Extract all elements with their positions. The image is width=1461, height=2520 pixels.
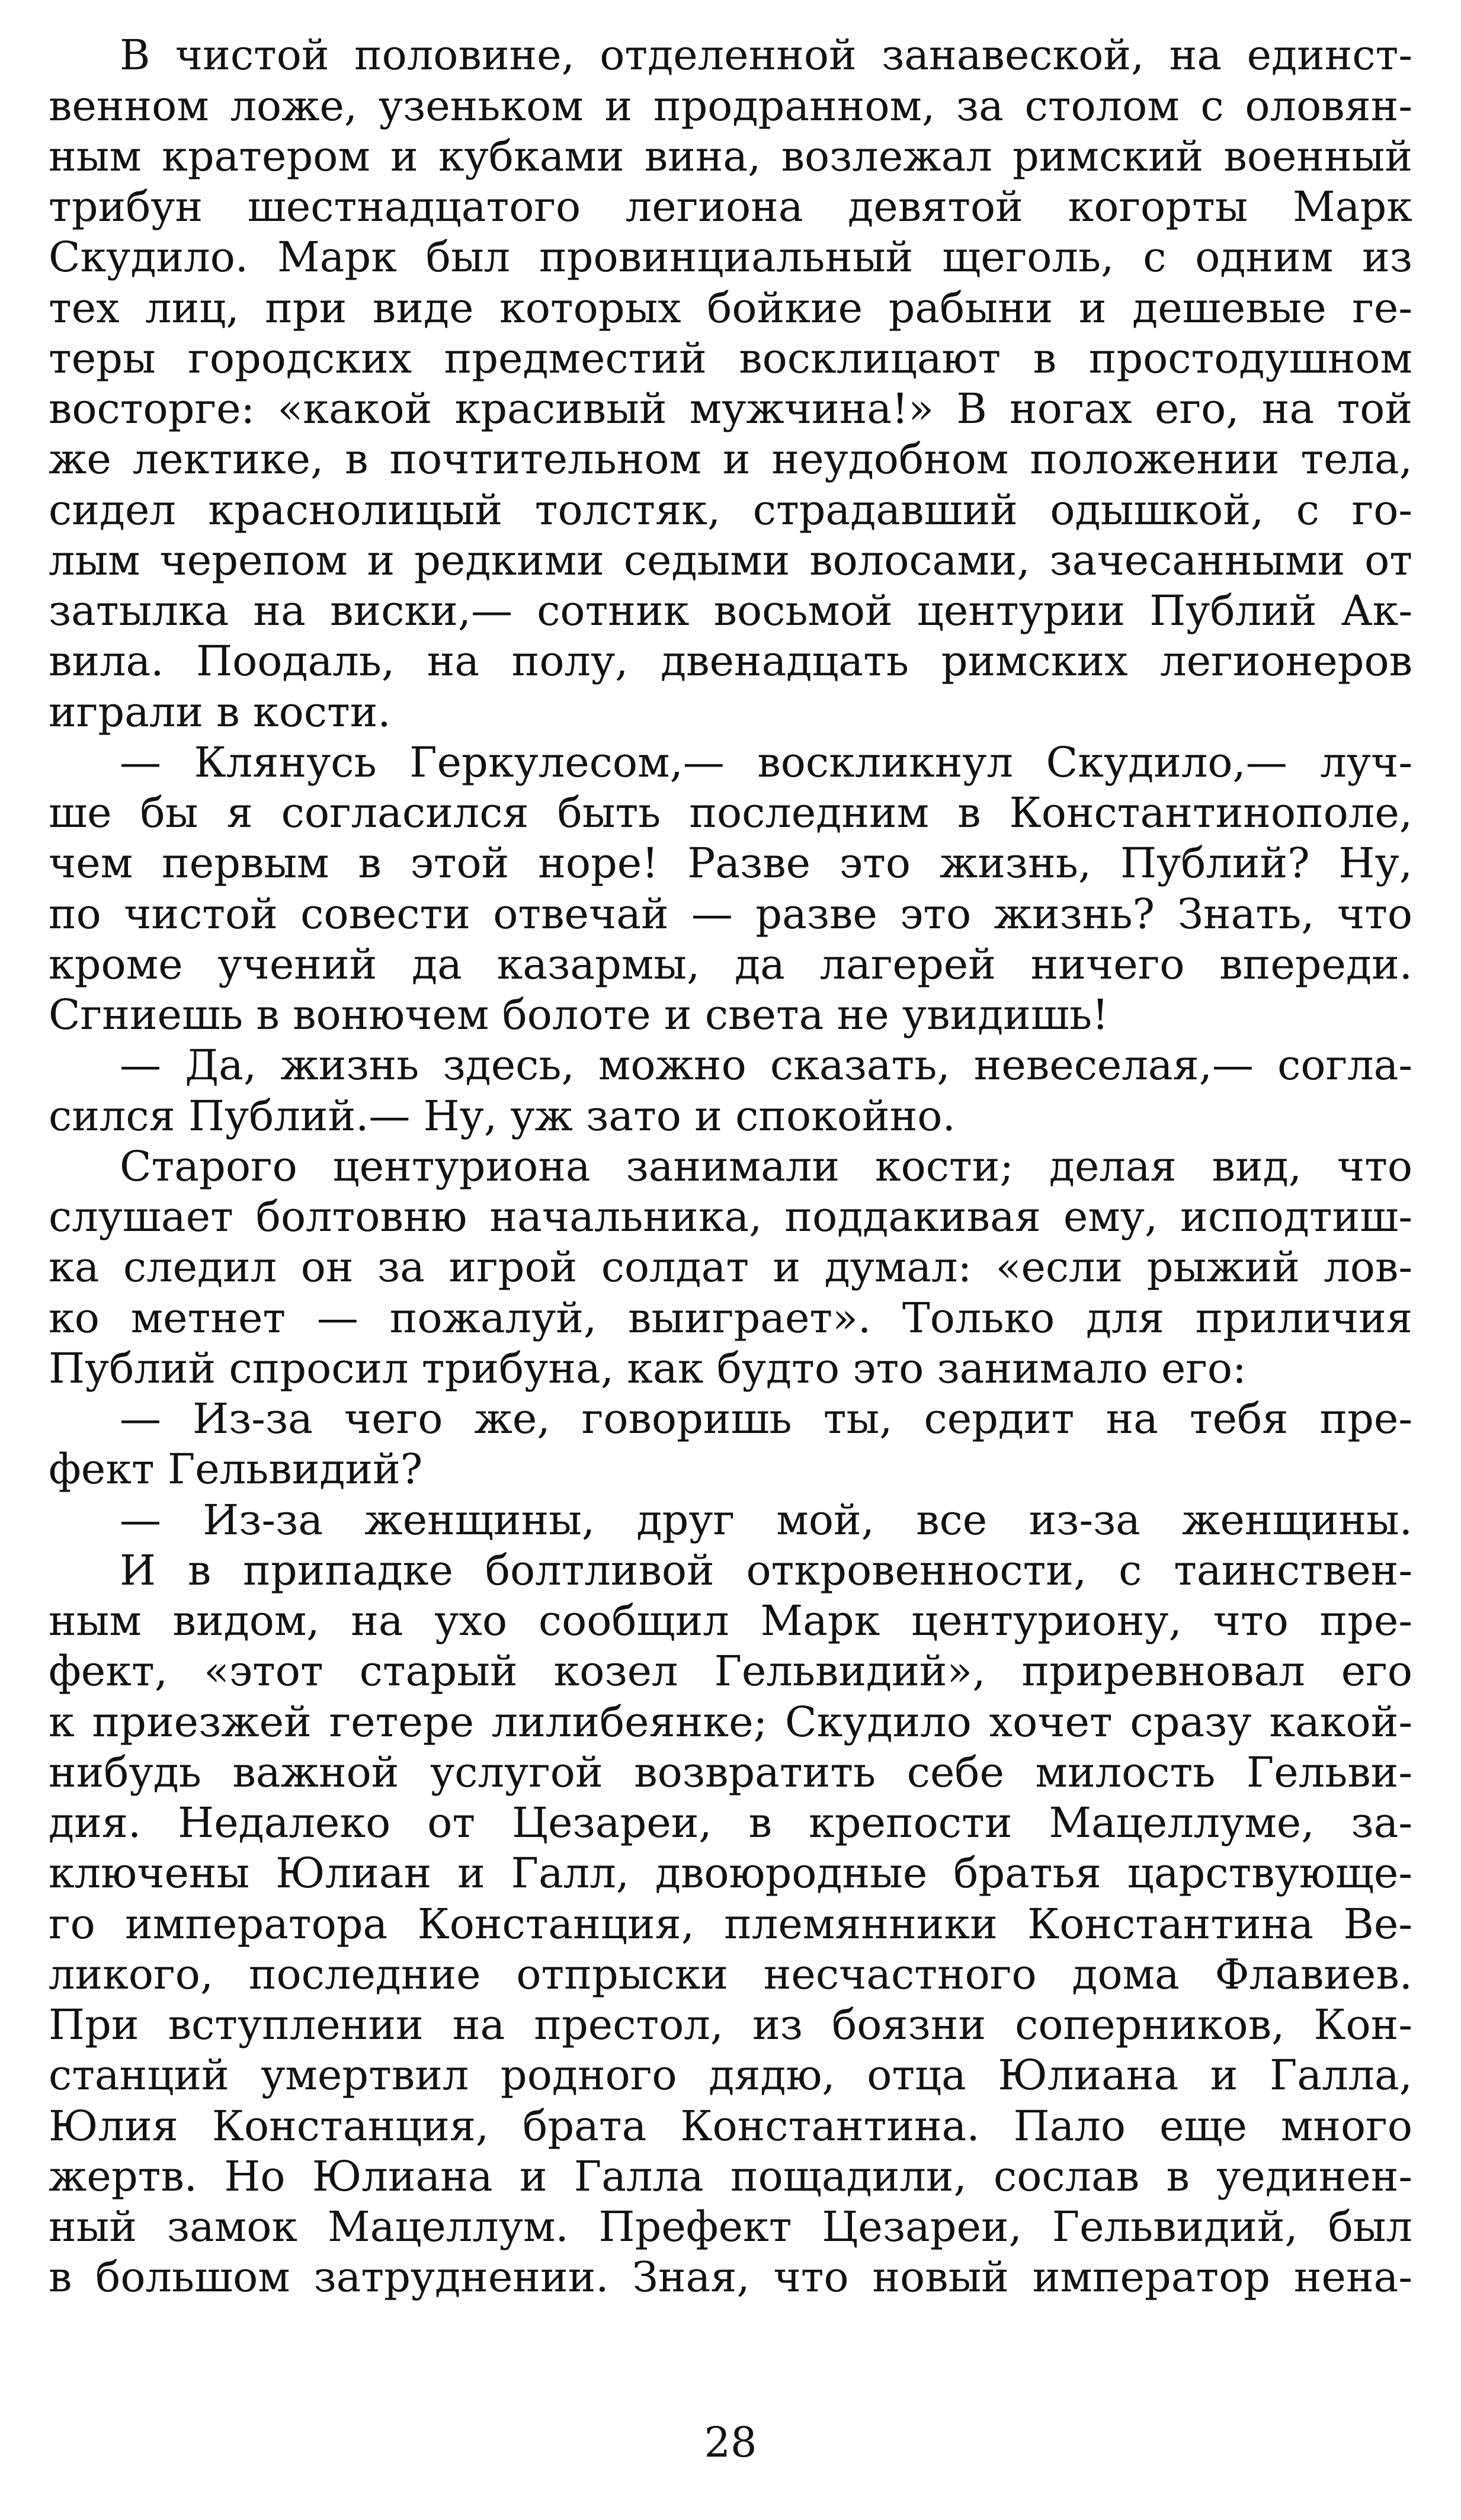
text-line-16: ше бы я согласился быть последним в Константинополе, bbox=[49, 788, 1412, 837]
text-line-21: — Да, жизнь здесь, можно сказать, невеселая,— согла- bbox=[120, 1041, 1412, 1089]
text-line-22: сился Публий.— Ну, уж зато и спокойно. bbox=[49, 1092, 956, 1140]
text-line-4: трибун шестнадцатого легиона девятой когорты Марк bbox=[49, 182, 1412, 231]
text-line-41: станций умертвил родного дядю, отца Юлиана и Галла, bbox=[49, 2051, 1412, 2099]
text-line-25: ка следил он за игрой солдат и думал: «если рыжий лов- bbox=[49, 1243, 1412, 1291]
text-line-20: Сгниешь в вонючем болоте и света не увидишь! bbox=[49, 990, 1109, 1039]
text-line-14: играли в кости. bbox=[49, 688, 391, 736]
text-line-2: венном ложе, узеньком и продранном, за столом с оловян- bbox=[49, 82, 1412, 130]
text-line-45: в большом затруднении. Зная, что новый император нена- bbox=[49, 2253, 1412, 2301]
text-line-8: восторге: «какой красивый мужчина!» В ногах его, на той bbox=[49, 384, 1412, 433]
text-line-43: жертв. Но Юлиана и Галла пощадили, сослав в уединен- bbox=[49, 2152, 1412, 2201]
text-line-38: го императора Констанция, племянники Константина Ве- bbox=[49, 1900, 1412, 1948]
text-line-39: ликого, последние отпрыски несчастного дома Флавиев. bbox=[49, 1950, 1412, 1999]
text-line-7: теры городских предместий восклицают в простодушном bbox=[49, 334, 1412, 383]
text-line-23: Старого центуриона занимали кости; делая вид, что bbox=[120, 1142, 1412, 1191]
text-line-19: кроме учений да казармы, да лагерей ничего впереди. bbox=[49, 940, 1412, 989]
text-line-28: — Из-за чего же, говоришь ты, сердит на тебя пре- bbox=[120, 1394, 1412, 1443]
text-line-18: по чистой совести отвечай — разве это жизнь? Знать, что bbox=[49, 890, 1412, 938]
text-line-31: И в припадке болтливой откровенности, с таинствен- bbox=[120, 1546, 1412, 1595]
text-line-17: чем первым в этой норе! Разве это жизнь, Публий? Ну, bbox=[49, 839, 1412, 887]
text-line-12: затылка на виски,— сотник восьмой центурии Публий Ак- bbox=[49, 586, 1412, 635]
text-line-34: к приезжей гетере лилибеянке; Скудило хочет сразу какой- bbox=[49, 1698, 1412, 1746]
text-line-11: лым черепом и редкими седыми волосами, зачесанными от bbox=[49, 536, 1412, 585]
text-line-44: ный замок Мацеллум. Префект Цезареи, Гельвидий, был bbox=[49, 2202, 1412, 2251]
text-line-1: В чистой половине, отделенной занавеской, на единст- bbox=[120, 31, 1412, 79]
text-line-30: — Из-за женщины, друг мой, все из-за женщины. bbox=[120, 1496, 1412, 1544]
text-line-13: вила. Поодаль, на полу, двенадцать римских легионеров bbox=[49, 637, 1412, 685]
text-line-37: ключены Юлиан и Галл, двоюродные братья царствующе- bbox=[49, 1849, 1412, 1897]
page-number: 28 bbox=[704, 2418, 757, 2467]
text-line-36: дия. Недалеко от Цезареи, в крепости Мацеллуме, за- bbox=[49, 1798, 1412, 1847]
text-line-10: сидел краснолицый толстяк, страдавший одышкой, с го- bbox=[49, 486, 1412, 534]
text-line-3: ным кратером и кубками вина, возлежал римский военный bbox=[49, 132, 1412, 181]
text-line-32: ным видом, на ухо сообщил Марк центуриону, что пре- bbox=[49, 1596, 1412, 1645]
text-line-29: фект Гельвидий? bbox=[49, 1445, 423, 1493]
text-line-24: слушает болтовню начальника, поддакивая ему, исподтиш- bbox=[49, 1192, 1412, 1241]
text-line-15: — Клянусь Геркулесом,— воскликнул Скудило,— луч- bbox=[120, 738, 1412, 787]
text-line-9: же лектике, в почтительном и неудобном положении тела, bbox=[49, 435, 1412, 483]
text-line-27: Публий спросил трибуна, как будто это занимало его: bbox=[49, 1344, 1247, 1393]
text-line-40: При вступлении на престол, из боязни соперников, Кон- bbox=[49, 2000, 1412, 2049]
text-line-5: Скудило. Марк был провинциальный щеголь, с одним из bbox=[49, 233, 1412, 281]
text-line-42: Юлия Констанция, брата Константина. Пало еще много bbox=[49, 2102, 1412, 2150]
text-line-26: ко метнет — пожалуй, выиграет». Только для приличия bbox=[49, 1294, 1412, 1342]
text-line-6: тех лиц, при виде которых бойкие рабыни и дешевые ге- bbox=[49, 284, 1412, 332]
text-line-35: нибудь важной услугой возвратить себе милость Гельви- bbox=[49, 1748, 1412, 1797]
text-line-33: фект, «этот старый козел Гельвидий», приревновал его bbox=[49, 1647, 1412, 1695]
